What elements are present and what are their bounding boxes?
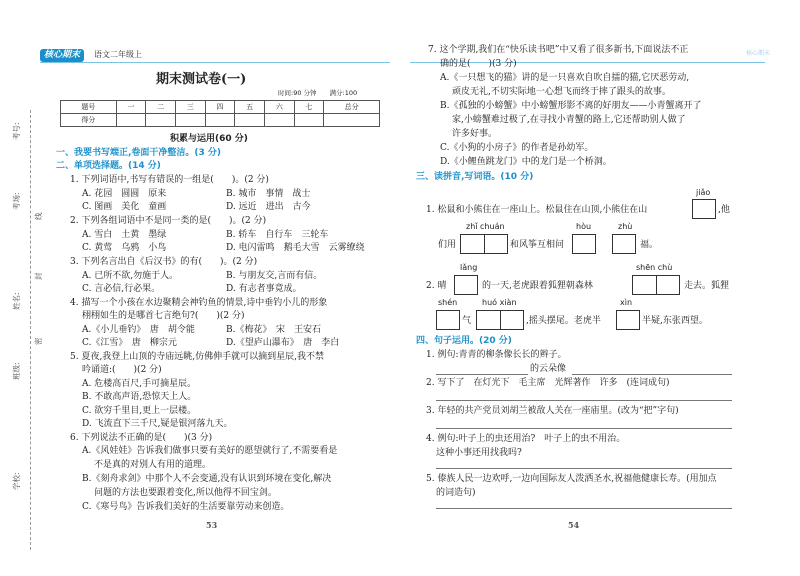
q7-option-a[interactable]: A.《一只想飞的猫》讲的是一只喜欢自吹自擂的猫,它厌恶劳动,: [440, 73, 690, 83]
q1-option-b[interactable]: B. 城市 事情 战士: [226, 189, 311, 199]
q4-option-b[interactable]: B.《梅花》 宋 王安石: [226, 325, 321, 335]
question-7: 7. 这个学期,我们在“快乐读书吧”中又看了很多新书,下面说法不正: [428, 45, 689, 55]
q4-option-c[interactable]: C.《江雪》 唐 柳宗元: [82, 338, 177, 348]
pinyin-sentence-2-mid: 的一天,老虎跟着狐狸朝森林: [482, 281, 593, 291]
pinyin-line-1b-mid: 和风筝互相问: [510, 240, 565, 250]
answer-line[interactable]: [436, 428, 732, 429]
q7-option-c[interactable]: C.《小狗的小房子》的作者是孙幼军。: [440, 143, 594, 153]
pinyin-line-2b-mid: ,摇头摆尾。老虎半: [526, 316, 601, 326]
right-page: [400, 0, 800, 576]
exam-room-label: 考场:: [12, 192, 21, 210]
header-rule: [40, 62, 390, 63]
section-4-heading: 四、句子运用。(20 分): [416, 336, 512, 346]
score-header-cell: 四: [205, 101, 235, 114]
q6-option-b[interactable]: B.《刻舟求剑》中那个人不会变通,没有认识到环境在变化,解决: [82, 474, 332, 484]
pinyin-hou: hòu: [576, 222, 592, 231]
pinyin-sentence-1-end: ,他: [718, 205, 730, 215]
score-cell[interactable]: [205, 114, 235, 127]
score-cell[interactable]: [235, 114, 265, 127]
pinyin-zhichuan: zhǐ chuán: [466, 222, 505, 231]
question-2: 2. 下列各组词语中不是同一类的是( )。(2 分): [70, 216, 267, 226]
answer-line[interactable]: [436, 374, 528, 375]
pinyin-sentence-2-end: 走去。狐狸: [684, 281, 730, 291]
seal-mark-seal: 封: [34, 272, 43, 280]
section-1-heading: 一、我要书写端正,卷面干净整洁。(3 分): [56, 148, 222, 158]
q1-option-c[interactable]: C. 图画 美化 童画: [82, 202, 167, 212]
pinyin-jiao: jiǎo: [696, 188, 711, 197]
class-label: 班级:: [12, 362, 21, 380]
answer-grid-huoxian[interactable]: [476, 310, 524, 330]
pinyin-huoxian: huó xiàn: [482, 298, 517, 307]
q1-option-a[interactable]: A. 花园 圆圆 原来: [82, 189, 167, 199]
pinyin-zhu: zhù: [618, 222, 633, 231]
score-header-cell: 题号: [61, 101, 117, 114]
answer-line[interactable]: [436, 508, 732, 509]
q5-option-d[interactable]: D. 飞流直下三千尺,疑是银河落九天。: [82, 419, 233, 429]
answer-line[interactable]: [436, 400, 732, 401]
seal-mark-line: 线: [34, 212, 43, 220]
answer-grid-xin[interactable]: [616, 310, 640, 330]
score-cell[interactable]: [175, 114, 205, 127]
answer-line[interactable]: [572, 374, 732, 375]
page-number: 53: [206, 520, 218, 530]
name-label: 姓名:: [12, 292, 21, 310]
question-1: 1. 下列词语中,书写有错误的一组是( )。(2 分): [70, 175, 269, 185]
sentence-q1: 1. 例句:青青的柳条像长长的辫子。: [426, 350, 567, 360]
score-header-cell: 三: [175, 101, 205, 114]
question-6: 6. 下列说法不正确的是( )(3 分): [70, 433, 213, 443]
pinyin-xin: xìn: [620, 298, 633, 307]
score-cell[interactable]: [116, 114, 146, 127]
pinyin-line-2b-end: 半疑,东张西望。: [642, 316, 708, 326]
answer-grid-jiao[interactable]: [692, 199, 716, 219]
section-2-heading: 二、单项选择题。(14 分): [56, 161, 161, 171]
part-heading: 积累与运用(60 分): [170, 134, 248, 144]
sentence-q1-blank-text: 的云朵像: [530, 364, 567, 374]
pinyin-shenchu: shēn chù: [636, 263, 673, 272]
q2-option-a[interactable]: A. 雪白 土黄 墨绿: [82, 230, 167, 240]
q2-option-b[interactable]: B. 轿车 自行车 三轮车: [226, 230, 329, 240]
answer-grid-zhu[interactable]: [612, 234, 636, 254]
sentence-q4-prompt: 这种小事还用找我吗?: [436, 448, 522, 458]
score-cell[interactable]: [146, 114, 176, 127]
q7-option-d[interactable]: D.《小鲤鱼跳龙门》中的龙门是一个桥洞。: [440, 157, 612, 167]
sentence-q4: 4. 例句:叶子上的虫还用治? 叶子上的虫不用治。: [426, 434, 626, 444]
exam-meta: 时间:90 分钟 满分:100: [278, 89, 358, 97]
q5-option-b[interactable]: B. 不敢高声语,恐惊天上人。: [82, 392, 197, 402]
answer-grid-shenchu[interactable]: [632, 275, 680, 295]
q2-option-d[interactable]: D. 电闪雷鸣 鹅毛大雪 云雾缭绕: [226, 243, 365, 253]
question-4: 4. 描写一个小孩在水边聚精会神钓鱼的情景,诗中垂钓小儿的形象: [70, 298, 328, 308]
pinyin-sentence-2: 2. 晴: [426, 281, 447, 291]
q1-option-d[interactable]: D. 远近 进出 古今: [226, 202, 311, 212]
answer-line[interactable]: [436, 468, 732, 469]
header-tag: 核心期末: [746, 50, 771, 57]
score-header-cell: 七: [294, 101, 324, 114]
question-4-cont: 栩栩如生的是哪首七言绝句?( )(2 分): [82, 311, 245, 321]
q7-option-b[interactable]: B.《孤独的小螃蟹》中小螃蟹形影不离的好朋友——小青蟹离开了: [440, 101, 702, 111]
page-title: 期末测试卷(一): [156, 72, 247, 87]
pinyin-lang: lǎng: [460, 263, 478, 272]
q7-option-b-cont: 家,小螃蟹难过极了,在寻找小青蟹的路上,它还帮助别人做了: [452, 115, 686, 125]
q4-option-d[interactable]: D.《望庐山瀑布》 唐 李白: [226, 338, 340, 348]
sentence-q3: 3. 年轻的共产党员刘胡兰被敌人关在一座庙里。(改为“把”字句): [426, 406, 679, 416]
score-header-cell: 五: [235, 101, 265, 114]
question-3: 3. 下列名言出自《后汉书》的有( )。(2 分): [70, 257, 258, 267]
q5-option-a[interactable]: A. 危楼高百尺,手可摘星辰。: [82, 379, 197, 389]
score-table: [60, 100, 380, 127]
question-7-cont: 确的是( )(3 分): [440, 59, 517, 69]
q3-option-c[interactable]: C. 言必信,行必果。: [82, 284, 161, 294]
section-3-heading: 三、读拼音,写词语。(10 分): [416, 172, 534, 182]
exam-number-label: 考号:: [12, 122, 21, 140]
answer-grid-shen[interactable]: [436, 310, 460, 330]
sentence-q2: 2. 写下了 在灯光下 毛主席 光辉著作 许多 (连词成句): [426, 378, 670, 388]
q6-option-a-cont: 不是真的对别人有用的道理。: [94, 460, 212, 470]
page-number: 54: [568, 520, 580, 530]
q4-option-a[interactable]: A.《小儿垂钓》 唐 胡令能: [82, 325, 195, 335]
sentence-q5-cont: 的词造句): [436, 488, 476, 498]
school-label: 学校:: [12, 472, 21, 490]
question-5: 5. 夏夜,我登上山顶的寺庙远眺,仿佛伸手就可以摘到星辰,我不禁: [70, 352, 325, 362]
score-cell[interactable]: [324, 114, 380, 127]
question-5-cont: 吟诵道:( )(2 分): [82, 365, 162, 375]
pinyin-line-1b-start: 们用: [438, 240, 457, 250]
answer-grid-lang[interactable]: [454, 275, 478, 295]
answer-grid-zhichuan[interactable]: [460, 234, 508, 254]
q7-option-a-cont: 顽皮无礼,不切实际地一心想飞而终于摔了跟头的故事。: [452, 87, 671, 97]
score-header-cell: 二: [146, 101, 176, 114]
brand-logo: 核心期末: [40, 49, 84, 62]
pinyin-shen: shén: [438, 298, 458, 307]
pinyin-sentence-1: 1. 松鼠和小熊住在一座山上。松鼠住在山顶,小熊住在山: [426, 205, 648, 215]
q3-option-a[interactable]: A. 已所不欲,勿施于人。: [82, 271, 179, 281]
pinyin-line-1b-end: 福。: [640, 240, 659, 250]
q3-option-d[interactable]: D. 有志者事竟成。: [226, 284, 302, 294]
score-cell[interactable]: [294, 114, 324, 127]
sentence-q5: 5. 傣族人民一边欢呼,一边向国际友人泼洒圣水,祝福他健康长寿。(用加点: [426, 474, 717, 484]
score-row-label: 得分: [61, 114, 117, 127]
score-header-cell: 总分: [324, 101, 380, 114]
score-header-cell: 六: [264, 101, 294, 114]
q2-option-c[interactable]: C. 黄莺 乌鸦 小鸟: [82, 243, 167, 253]
q3-option-b[interactable]: B. 与朋友交,言而有信。: [226, 271, 323, 281]
q7-option-b-cont2: 许多好事。: [452, 129, 498, 139]
grade-label: 语文二年级上: [94, 50, 142, 59]
score-header-cell: 一: [116, 101, 146, 114]
answer-grid-hou[interactable]: [572, 234, 596, 254]
q6-option-a[interactable]: A.《风娃娃》告诉我们做事只要有美好的愿望就行了,不需要看是: [82, 446, 338, 456]
score-cell[interactable]: [264, 114, 294, 127]
q5-option-c[interactable]: C. 欲穷千里目,更上一层楼。: [82, 406, 197, 416]
seal-mark-secret: 密: [34, 337, 43, 345]
q6-option-b-cont: 问题的方法也要跟着变化,所以他得不回宝剑。: [94, 488, 277, 498]
q6-option-c[interactable]: C.《寒号鸟》告诉我们美好的生活要靠劳动来创造。: [82, 502, 290, 512]
pinyin-line-2b-qi: 气: [462, 316, 472, 326]
